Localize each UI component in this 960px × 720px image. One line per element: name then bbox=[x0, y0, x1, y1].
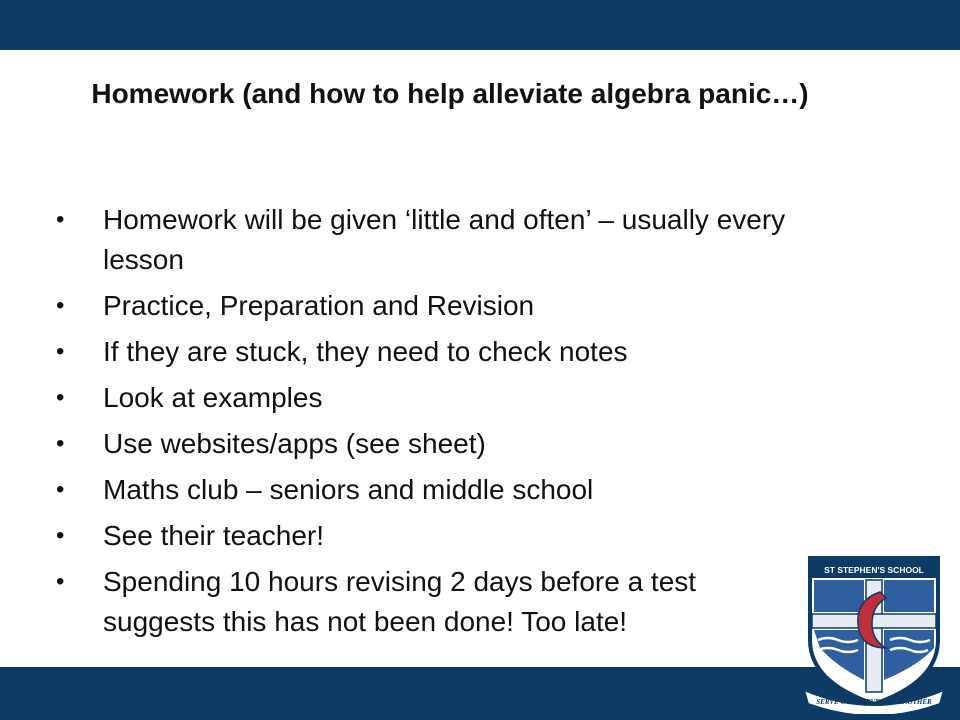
bullet-item bbox=[0, 378, 803, 418]
bullet-list bbox=[0, 200, 820, 648]
bullet-icon: • bbox=[56, 384, 65, 411]
bullet-item bbox=[0, 470, 803, 510]
crest-school-name: ST STEPHEN'S SCHOOL bbox=[824, 565, 924, 575]
bullet-text: Spending 10 hours revising 2 days before a test suggests this has not been done! Too late! bbox=[103, 566, 697, 637]
bullet-text: If they are stuck, they need to check notes bbox=[103, 336, 628, 367]
bullet-icon: • bbox=[56, 522, 65, 549]
bullet-icon: • bbox=[56, 430, 65, 457]
bullet-icon: • bbox=[56, 338, 65, 365]
bullet-text: See their teacher! bbox=[103, 520, 325, 551]
bullet-text: Practice, Preparation and Revision bbox=[103, 290, 535, 321]
bullet-item bbox=[0, 516, 803, 556]
bullet-item bbox=[0, 562, 803, 642]
bullet-icon: • bbox=[56, 476, 65, 503]
bullet-text: Homework will be given ‘little and often’ – usually every lesson bbox=[103, 204, 786, 275]
bullet-text: Maths club – seniors and middle school bbox=[103, 474, 594, 505]
school-crest-logo bbox=[800, 552, 948, 714]
bullet-text: Use websites/apps (see sheet) bbox=[103, 428, 486, 459]
crest-motto: SERVE GOD SERVE ONE ANOTHER bbox=[816, 698, 932, 706]
slide-title: Homework (and how to help alleviate algebra panic…) bbox=[91, 78, 809, 109]
bullet-icon: • bbox=[56, 292, 65, 319]
bullet-item bbox=[0, 332, 803, 372]
bullet-item bbox=[0, 200, 803, 280]
top-banner bbox=[0, 0, 960, 50]
bullet-text: Look at examples bbox=[103, 382, 323, 413]
bullet-item bbox=[0, 424, 803, 464]
bullet-icon: • bbox=[56, 568, 65, 595]
bullet-item bbox=[0, 286, 803, 326]
bullet-icon: • bbox=[56, 206, 65, 233]
